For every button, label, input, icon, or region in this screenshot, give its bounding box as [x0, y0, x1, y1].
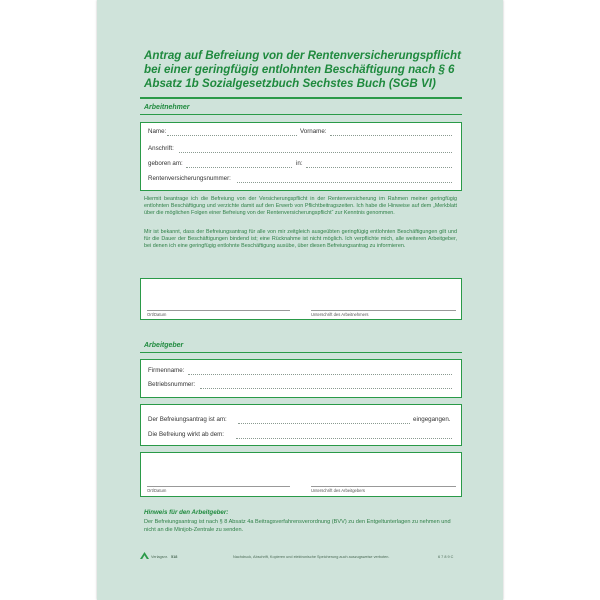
rvnr-label: Rentenversicherungsnummer: — [148, 175, 231, 182]
hint-text: Der Befreiungsantrag ist nach § 8 Absatz 4a Beitragsverfahrensverordnung (BVV) zu den Entgeltunterlagen zu nehmen und nicht an die Minijob-Zentrale zu senden. — [144, 519, 451, 533]
wirkt-field[interactable] — [236, 438, 452, 439]
anschrift-field[interactable] — [179, 152, 452, 153]
copyright-notice: Nachdruck, Abschrift, Kopieren und elektronische Speicherung auch auszugsweise verboten. — [233, 555, 390, 559]
firmenname-field[interactable] — [188, 374, 452, 375]
geburtsort-field[interactable] — [306, 167, 452, 168]
hint-title: Hinweis für den Arbeitgeber: — [144, 509, 229, 516]
in-label: in: — [296, 160, 303, 167]
section-divider — [140, 352, 462, 353]
wirkt-label: Die Befreiung wirkt ab dem: — [148, 431, 225, 438]
firmenname-label: Firmenname: — [148, 367, 185, 374]
statement-paragraph-2: Mir ist bekannt, dass der Befreiungsantrag für alle von mir zeitgleich ausgeübten geringfügig entlohnten Beschäftigungen gilt und für die Dauer der Beschäftigungen bindend ist; eine Rücknahme ist nicht möglich. Ich verpflichte mich, alle weiteren Arbeitgeber, bei denen ich eine geringfügig entlohnte Beschäftigung ausübe, über diesen Befreiungsantrag zu informieren. — [144, 229, 457, 249]
geboren-field[interactable] — [186, 167, 292, 168]
name-label: Name: — [148, 128, 167, 135]
vorname-label: Vorname: — [300, 128, 327, 135]
eingang-field[interactable] — [238, 423, 410, 424]
signature-line[interactable] — [311, 486, 456, 487]
form-code: 6 7 8 9 C — [438, 555, 454, 559]
section-arbeitnehmer: Arbeitnehmer — [144, 104, 190, 111]
date-line[interactable] — [147, 310, 290, 311]
date-line[interactable] — [147, 486, 290, 487]
date-caption: Ort/Datum — [147, 488, 167, 493]
signature-caption: Unterschrift des Arbeitgebers — [311, 488, 365, 493]
statement-paragraph-1: Hiermit beantrage ich die Befreiung von der Versicherungspflicht in der Rentenversicherung im Rahmen meiner geringfügig entlohnten Beschäftigung und verzichte damit auf den Erwerb von Pflichtbeitragszeiten. Ich habe die Hinweise auf dem „Merkblatt über die möglichen Folgen einer Befreiung von der Rentenversicherungspflicht“ zur Kenntnis genommen. — [144, 196, 457, 216]
publisher-logo-icon — [140, 552, 149, 559]
anschrift-label: Anschrift: — [148, 145, 174, 152]
geboren-label: geboren am: — [148, 160, 183, 167]
title-divider — [140, 97, 462, 99]
publisher-number: 518 — [171, 555, 178, 559]
eingang-suffix: eingegangen. — [413, 416, 451, 423]
form-title: Antrag auf Befreiung von der Rentenversicherungspflicht bei einer geringfügig entlohnten Beschäftigung nach § 6 Absatz 1b Sozialgesetzbuch Sechstes Buch (SGB VI) — [144, 49, 461, 90]
publisher-label: Verlagsnr. — [151, 555, 168, 559]
date-caption: Ort/Datum — [147, 312, 167, 317]
betriebsnummer-label: Betriebsnummer: — [148, 381, 196, 388]
signature-line[interactable] — [311, 310, 456, 311]
rvnr-field[interactable] — [237, 182, 452, 183]
betriebsnummer-field[interactable] — [200, 388, 452, 389]
employee-signature-box — [140, 278, 462, 320]
employer-signature-box — [140, 452, 462, 497]
exemption-box — [140, 404, 462, 446]
name-field[interactable] — [167, 135, 297, 136]
employer-box — [140, 359, 462, 398]
signature-caption: Unterschrift des Arbeitnehmers — [311, 312, 369, 317]
vorname-field[interactable] — [330, 135, 452, 136]
section-divider — [140, 114, 462, 115]
eingang-label: Der Befreiungsantrag ist am: — [148, 416, 227, 423]
section-arbeitgeber: Arbeitgeber — [144, 342, 184, 349]
